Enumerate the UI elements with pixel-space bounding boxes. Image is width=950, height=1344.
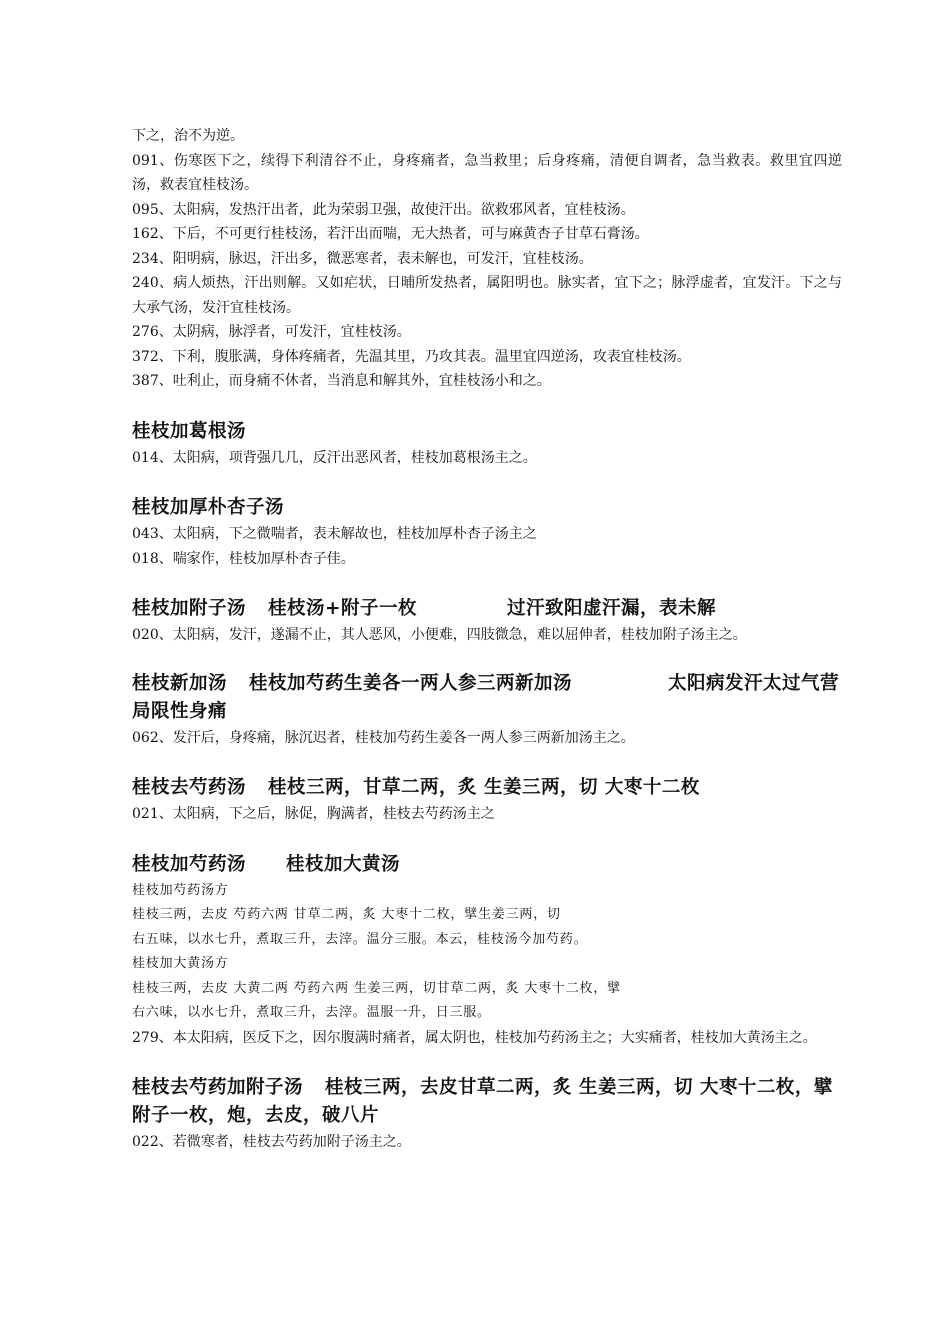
section-formula: 桂枝加大黄汤 <box>286 853 401 875</box>
section-heading <box>132 418 842 446</box>
text-line: 020、太阳病，发汗，遂漏不止，其人恶风，小便难，四肢微急，难以屈伸者，桂枝加附子汤主之。 <box>132 627 747 643</box>
recipe-method: 右五味，以水七升，煮取三升，去滓。温分三服。本云，桂枝汤今加芍药。 <box>132 931 588 947</box>
section-heading <box>132 774 842 802</box>
text-line: 372、下利，腹胀满，身体疼痛者，先温其里，乃攻其表。温里宜四逆汤，攻表宜桂枝汤。 <box>132 348 691 365</box>
section-heading <box>132 851 842 879</box>
section-title: 桂枝加附子汤 <box>132 598 247 619</box>
spacer <box>132 827 842 851</box>
text-line: 062、发汗后，身疼痛，脉沉迟者，桂枝加芍药生姜各一两人参三两新加汤主之。 <box>132 729 635 746</box>
text-line: 下之，治不为逆。 <box>132 128 244 144</box>
document-page <box>132 124 842 1155</box>
section-note: 过汗致阳虚汗漏，表未解 <box>507 598 717 619</box>
text-line: 018、喘家作，桂枝加厚朴杏子佳。 <box>132 550 355 567</box>
spacer <box>132 648 842 670</box>
section-formula: 桂枝三两，去皮甘草二两，炙 生姜三两，切 大枣十二枚，擘 附子一枚，炮，去皮，破八片 <box>132 1077 833 1126</box>
text-line: 014、太阳病，项背强几几，反汗出恶风者，桂枝加葛根汤主之。 <box>132 449 537 466</box>
recipe-herbs: 桂枝三两，去皮 大黄二两 芍药六两 生姜三两，切甘草二两，炙 大枣十二枚，擘 <box>132 980 621 996</box>
section-title: 桂枝加芍药汤 <box>132 853 247 875</box>
recipe-method: 右六味，以水七升，煮取三升，去滓。温服一升，日三服。 <box>132 1005 491 1020</box>
spacer <box>132 1050 842 1074</box>
text-line: 234、阳明病，脉迟，汗出多，微恶寒者，表未解也，可发汗，宜桂枝汤。 <box>132 250 593 267</box>
section-title: 桂枝新加汤 <box>132 672 228 694</box>
section-title: 桂枝加厚朴杏子汤 <box>132 497 285 518</box>
text-line: 387、吐利止，而身痛不休者，当消息和解其外，宜桂枝汤小和之。 <box>132 373 551 389</box>
section-formula: 桂枝三两，甘草二两，炙 生姜三两，切 大枣十二枚 <box>268 777 700 798</box>
text-line: 162、下后，不可更行桂枝汤，若汗出而喘，无大热者，可与麻黄杏子甘草石膏汤。 <box>132 226 649 242</box>
spacer <box>132 394 842 418</box>
text-line: 021、太阳病，下之后，脉促，胸满者，桂枝去芍药汤主之 <box>132 806 495 822</box>
spacer <box>132 470 842 494</box>
text-line: 091、伤寒医下之，续得下利清谷不止，身疼痛者，急当救里；后身疼痛，清便自调者，急当救表。救里宜四逆汤，救表宜桂枝汤。 <box>132 152 842 193</box>
section-formula: 桂枝汤+附子一枚 <box>268 598 418 619</box>
section-heading <box>132 595 842 623</box>
section-note: 太阳病发汗太过气营局限性身痛 <box>132 672 840 722</box>
text-line: 276、太阴病，脉浮者，可发汗，宜桂枝汤。 <box>132 324 411 340</box>
section-title: 桂枝加葛根汤 <box>132 420 247 442</box>
recipe-name: 桂枝加芍药汤方 <box>132 882 229 898</box>
section-heading <box>132 494 842 522</box>
recipe-herbs: 桂枝三两，去皮 芍药六两 甘草二两，炙 大枣十二枚，擘生姜三两，切 <box>132 907 561 922</box>
section-heading <box>132 670 842 726</box>
text-line: 240、病人烦热，汗出则解。又如疟状，日晡所发热者，属阳明也。脉实者，宜下之；脉浮虚者，宜发汗。下之与大承气汤，发汗宜桂枝汤。 <box>132 275 842 316</box>
text-line: 279、本太阳病，医反下之，因尔腹满时痛者，属太阴也，桂枝加芍药汤主之；大实痛者，桂枝加大黄汤主之。 <box>132 1029 817 1046</box>
spacer <box>132 571 842 595</box>
section-title: 桂枝去芍药汤 <box>132 777 247 798</box>
text-line: 022、若微寒者，桂枝去芍药加附子汤主之。 <box>132 1134 411 1150</box>
recipe-name: 桂枝加大黄汤方 <box>132 956 229 971</box>
spacer <box>132 750 842 774</box>
section-formula: 桂枝加芍药生姜各一两人参三两新加汤 <box>249 672 573 694</box>
section-title: 桂枝去芍药加附子汤 <box>132 1077 304 1098</box>
section-heading <box>132 1074 842 1130</box>
text-line: 043、太阳病，下之微喘者，表未解故也，桂枝加厚朴杏子汤主之 <box>132 526 537 542</box>
text-line: 095、太阳病，发热汗出者，此为荣弱卫强，故使汗出。欲救邪风者，宜桂枝汤。 <box>132 201 635 218</box>
